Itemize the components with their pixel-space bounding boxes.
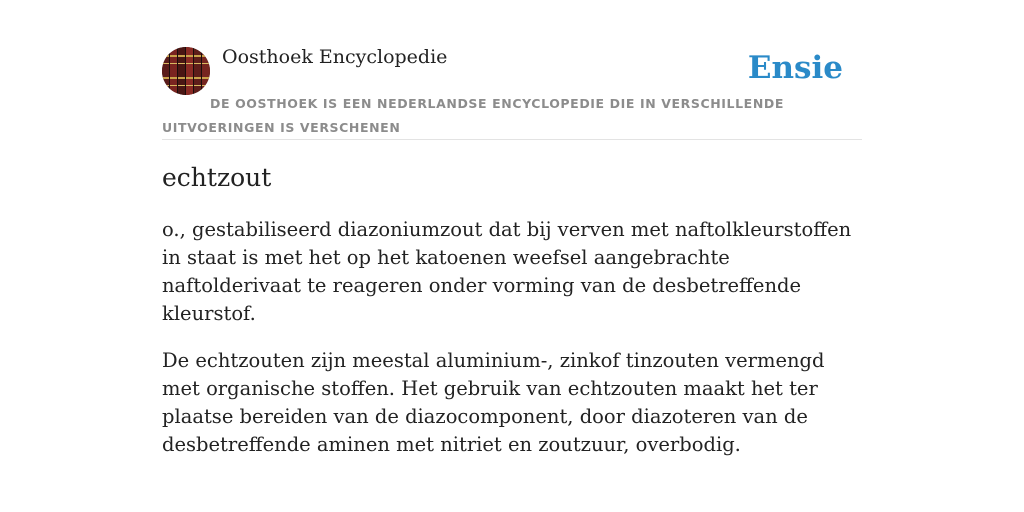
page-title: echtzout (162, 163, 272, 192)
article-paragraph: De echtzouten zijn meestal aluminium-, zinkof tinzouten vermengd met organische stoffen. Het gebruik van echtzouten maakt het ter plaatse bereiden van de diazocomponent, door diazoteren van de desbetreffende aminen met nitriet en zoutzuur, overbodig. (162, 349, 825, 456)
encyclopedia-books-icon (162, 47, 210, 95)
article-body (162, 216, 862, 478)
header-divider (162, 139, 862, 140)
avatar[interactable] (162, 47, 210, 95)
site-title[interactable]: Oosthoek Encyclopedie (222, 46, 448, 68)
article-paragraph: o., gestabiliseerd diazoniumzout dat bij verven met naftolkleurstoffen in staat is met het op het katoenen weefsel aangebrachte naftolderivaat te reageren onder vorming van de desbetreffende kleurstof. (162, 218, 852, 325)
brand-logo[interactable]: Ensie (747, 50, 843, 86)
site-tagline: DE OOSTHOEK IS EEN NEDERLANDSE ENCYCLOPEDIE DIE IN VERSCHILLENDE UITVOERINGEN IS VERSCHENEN (162, 96, 784, 135)
